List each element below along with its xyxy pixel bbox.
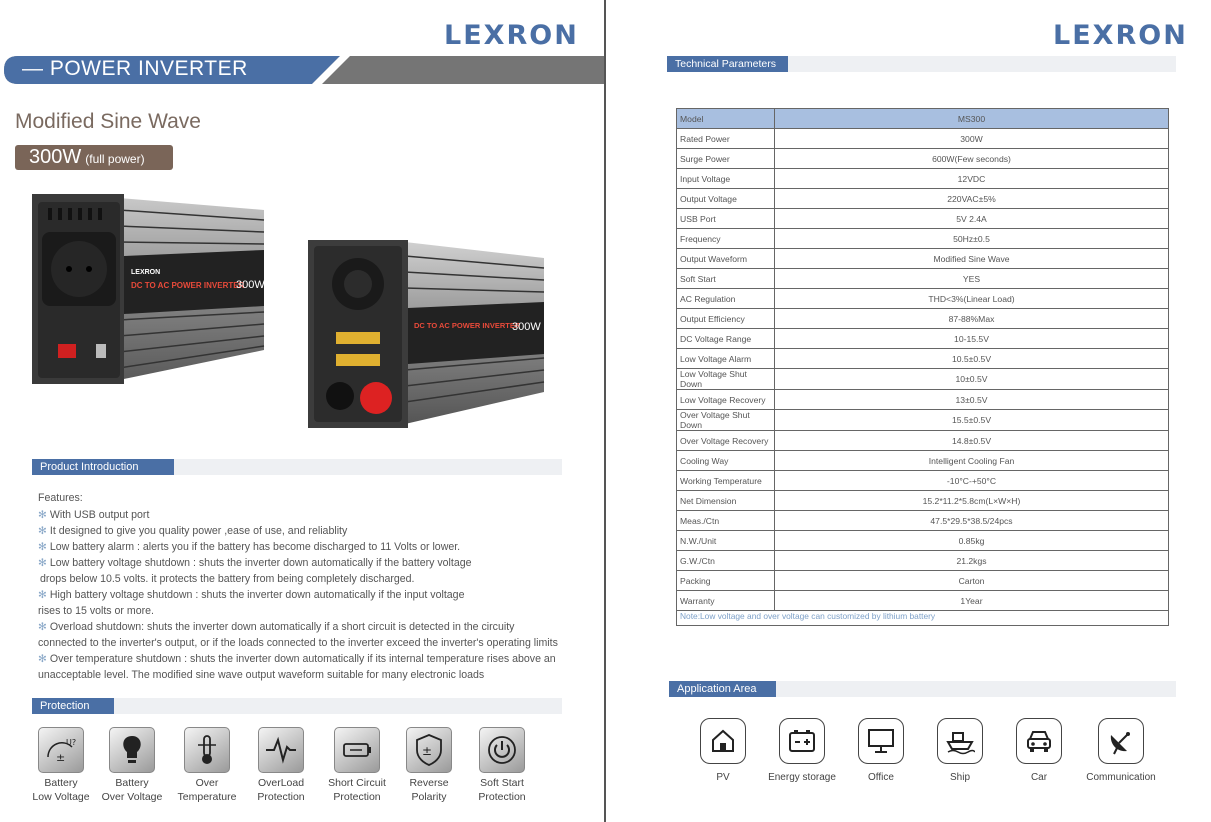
house-icon	[700, 718, 746, 764]
spec-value: 10±0.5V	[775, 369, 1169, 390]
spec-label: AC Regulation	[677, 289, 775, 309]
application-label: Office	[868, 772, 894, 783]
spec-value: -10°C-+50°C	[775, 471, 1169, 491]
feature-text: connected to the inverter's output, or if the loads connected to the inverter exceed the inverter's operating limits	[38, 637, 558, 649]
satellite-dish-icon	[1098, 718, 1144, 764]
feature-text: Overload shutdown: shuts the inverter down automatically if a short circuit is detected in the circuity	[49, 621, 515, 633]
spec-row	[677, 109, 1169, 129]
protection-label: Short Circuit Protection	[328, 777, 386, 803]
snowflake-bullet-icon: ✻	[38, 541, 47, 553]
brand-logo-right: LEXRON	[1053, 20, 1188, 51]
protection-item	[172, 727, 242, 804]
reverse-polarity-icon	[406, 727, 452, 773]
product-intro-title: Product Introduction	[32, 459, 174, 475]
spec-value: 13±0.5V	[775, 390, 1169, 410]
product-image-front	[24, 190, 274, 390]
protection-title: Protection	[32, 698, 114, 714]
spec-label: G.W./Ctn	[677, 551, 775, 571]
spec-label: Output Efficiency	[677, 309, 775, 329]
spec-value: 47.5*29.5*38.5/24pcs	[775, 511, 1169, 531]
spec-value: 12VDC	[775, 169, 1169, 189]
features-list	[38, 490, 578, 683]
spec-row	[677, 390, 1169, 410]
snowflake-bullet-icon: ✻	[38, 621, 47, 633]
spec-label: Soft Start	[677, 269, 775, 289]
spec-label: Warranty	[677, 591, 775, 611]
spec-value: 5V 2.4A	[775, 209, 1169, 229]
protection-item	[26, 727, 96, 804]
snowflake-bullet-icon: ✻	[38, 653, 47, 665]
protection-item	[467, 727, 537, 804]
spec-row	[677, 249, 1169, 269]
spec-row	[677, 189, 1169, 209]
spec-value: 600W(Few seconds)	[775, 149, 1169, 169]
protection-item	[97, 727, 167, 804]
svg-text:U?: U?	[66, 738, 77, 747]
battery-low-voltage-icon	[38, 727, 84, 773]
application-label: Communication	[1086, 772, 1156, 783]
spec-value: Modified Sine Wave	[775, 249, 1169, 269]
protection-label: Over Temperature	[177, 777, 237, 803]
spec-row	[677, 369, 1169, 390]
feature-text: unacceptable level. The modified sine wave output waveform suitable for many electronic loads	[38, 669, 485, 681]
feature-item	[40, 571, 578, 587]
feature-item	[38, 619, 578, 635]
car-icon	[1016, 718, 1062, 764]
spec-row	[677, 571, 1169, 591]
spec-label: Packing	[677, 571, 775, 591]
application-item	[841, 718, 921, 783]
tech-params-header	[667, 56, 1176, 72]
feature-text: Low battery voltage shutdown : shuts the inverter down automatically if the battery voltage	[49, 557, 472, 569]
battery-icon	[779, 718, 825, 764]
spec-value: 10.5±0.5V	[775, 349, 1169, 369]
spec-value: 14.8±0.5V	[775, 431, 1169, 451]
svg-text:±: ±	[56, 751, 66, 764]
protection-header	[32, 698, 562, 714]
banner-title: — POWER INVERTER	[22, 57, 248, 80]
spec-row	[677, 431, 1169, 451]
spec-label: Low Voltage Shut Down	[677, 369, 775, 390]
product-power-text: 300W	[236, 279, 265, 291]
product-power-text-2: 300W	[512, 321, 541, 333]
features-title: Features:	[38, 492, 83, 504]
protection-item	[246, 727, 316, 804]
application-label: PV	[716, 772, 730, 783]
spec-row	[677, 209, 1169, 229]
protection-label: OverLoad Protection	[257, 777, 305, 803]
application-header	[669, 681, 1176, 697]
snowflake-bullet-icon: ✻	[38, 509, 47, 521]
soft-start-icon	[479, 727, 525, 773]
spec-value: 1Year	[775, 591, 1169, 611]
feature-text: Low battery alarm : alerts you if the battery has become discharged to 11 Volts or lower.	[49, 541, 461, 553]
feature-text: It designed to give you quality power ,ease of use, and reliablity	[49, 525, 348, 537]
spec-label: Meas./Ctn	[677, 511, 775, 531]
svg-text:±: ±	[422, 744, 433, 758]
application-item	[762, 718, 842, 783]
application-item	[1081, 718, 1161, 783]
badge-note: (full power)	[85, 152, 145, 166]
spec-row	[677, 451, 1169, 471]
spec-label: N.W./Unit	[677, 531, 775, 551]
feature-item	[38, 507, 578, 523]
spec-table	[676, 108, 1169, 611]
page-divider	[604, 0, 606, 822]
protection-item	[394, 727, 464, 804]
spec-label: Net Dimension	[677, 491, 775, 511]
spec-row	[677, 511, 1169, 531]
spec-value: 300W	[775, 129, 1169, 149]
feature-text: High battery voltage shutdown : shuts the inverter down automatically if the input voltage	[49, 589, 465, 601]
product-image-back	[300, 236, 550, 432]
application-item	[683, 718, 763, 783]
spec-row	[677, 491, 1169, 511]
spec-row	[677, 169, 1169, 189]
ship-icon	[937, 718, 983, 764]
feature-text: drops below 10.5 volts. it protects the battery from being completely discharged.	[40, 573, 415, 585]
overload-icon	[258, 727, 304, 773]
protection-label: Reverse Polarity	[409, 777, 449, 803]
feature-item	[38, 635, 578, 651]
application-label: Car	[1030, 772, 1048, 783]
spec-value: 87-88%Max	[775, 309, 1169, 329]
spec-label: DC Voltage Range	[677, 329, 775, 349]
spec-label: Cooling Way	[677, 451, 775, 471]
spec-label: USB Port	[677, 209, 775, 229]
feature-item	[38, 523, 578, 539]
feature-item	[38, 555, 578, 571]
spec-label: Model	[677, 109, 775, 129]
spec-value: THD<3%(Linear Load)	[775, 289, 1169, 309]
snowflake-bullet-icon: ✻	[38, 589, 47, 601]
spec-value: 10-15.5V	[775, 329, 1169, 349]
protection-item	[322, 727, 392, 804]
spec-label: Working Temperature	[677, 471, 775, 491]
feature-item	[38, 667, 578, 683]
product-brand-text: LEXRON	[131, 269, 161, 276]
application-title: Application Area	[669, 681, 776, 697]
feature-text: Over temperature shutdown : shuts the inverter down automatically if its internal temperature rises above an	[49, 653, 556, 665]
spec-row	[677, 149, 1169, 169]
spec-label: Rated Power	[677, 129, 775, 149]
spec-label: Low Voltage Alarm	[677, 349, 775, 369]
spec-value: 0.85kg	[775, 531, 1169, 551]
battery-over-voltage-icon	[109, 727, 155, 773]
spec-row	[677, 551, 1169, 571]
spec-label: Low Voltage Recovery	[677, 390, 775, 410]
snowflake-bullet-icon: ✻	[38, 525, 47, 537]
product-title-text: DC TO AC POWER INVERTER	[131, 281, 245, 290]
spec-row	[677, 531, 1169, 551]
spec-row	[677, 471, 1169, 491]
monitor-icon	[858, 718, 904, 764]
application-label: Energy storage	[768, 772, 836, 783]
badge-power: 300W	[29, 146, 82, 168]
spec-label: Surge Power	[677, 149, 775, 169]
spec-note: Note:Low voltage and over voltage can customized by lithium battery	[676, 608, 1169, 626]
spec-row	[677, 309, 1169, 329]
spec-label: Output Voltage	[677, 189, 775, 209]
spec-label: Frequency	[677, 229, 775, 249]
spec-label: Over Voltage Shut Down	[677, 410, 775, 431]
spec-value: Carton	[775, 571, 1169, 591]
product-intro-header	[32, 459, 562, 475]
feature-text: rises to 15 volts or more.	[38, 605, 154, 617]
spec-value: 50Hz±0.5	[775, 229, 1169, 249]
tech-params-title: Technical Parameters	[667, 56, 788, 72]
spec-value: 220VAC±5%	[775, 189, 1169, 209]
spec-value: MS300	[775, 109, 1169, 129]
subtitle: Modified Sine Wave	[15, 110, 201, 133]
spec-row	[677, 229, 1169, 249]
protection-label: Battery Over Voltage	[101, 777, 163, 803]
snowflake-bullet-icon: ✻	[38, 557, 47, 569]
short-circuit-icon	[334, 727, 380, 773]
product-title-text-2: DC TO AC POWER INVERTER	[414, 321, 521, 330]
power-badge	[15, 145, 173, 170]
spec-row	[677, 289, 1169, 309]
feature-item	[38, 587, 578, 603]
spec-value: 15.2*11.2*5.8cm(L×W×H)	[775, 491, 1169, 511]
spec-row	[677, 129, 1169, 149]
application-label: Ship	[949, 772, 970, 783]
brand-logo-left: LEXRON	[444, 20, 579, 51]
feature-item	[38, 539, 578, 555]
spec-value: 21.2kgs	[775, 551, 1169, 571]
application-item	[999, 718, 1079, 783]
spec-label: Output Waveform	[677, 249, 775, 269]
feature-item	[38, 603, 578, 619]
spec-row	[677, 410, 1169, 431]
protection-label: Battery Low Voltage	[32, 777, 90, 803]
protection-label: Soft Start Protection	[478, 777, 526, 803]
thermometer-icon	[184, 727, 230, 773]
spec-value: YES	[775, 269, 1169, 289]
spec-value: 15.5±0.5V	[775, 410, 1169, 431]
spec-row	[677, 329, 1169, 349]
spec-value: Intelligent Cooling Fan	[775, 451, 1169, 471]
application-item	[920, 718, 1000, 783]
spec-label: Input Voltage	[677, 169, 775, 189]
spec-row	[677, 269, 1169, 289]
feature-item	[38, 651, 578, 667]
feature-text: With USB output port	[49, 509, 150, 521]
spec-label: Over Voltage Recovery	[677, 431, 775, 451]
spec-row	[677, 349, 1169, 369]
